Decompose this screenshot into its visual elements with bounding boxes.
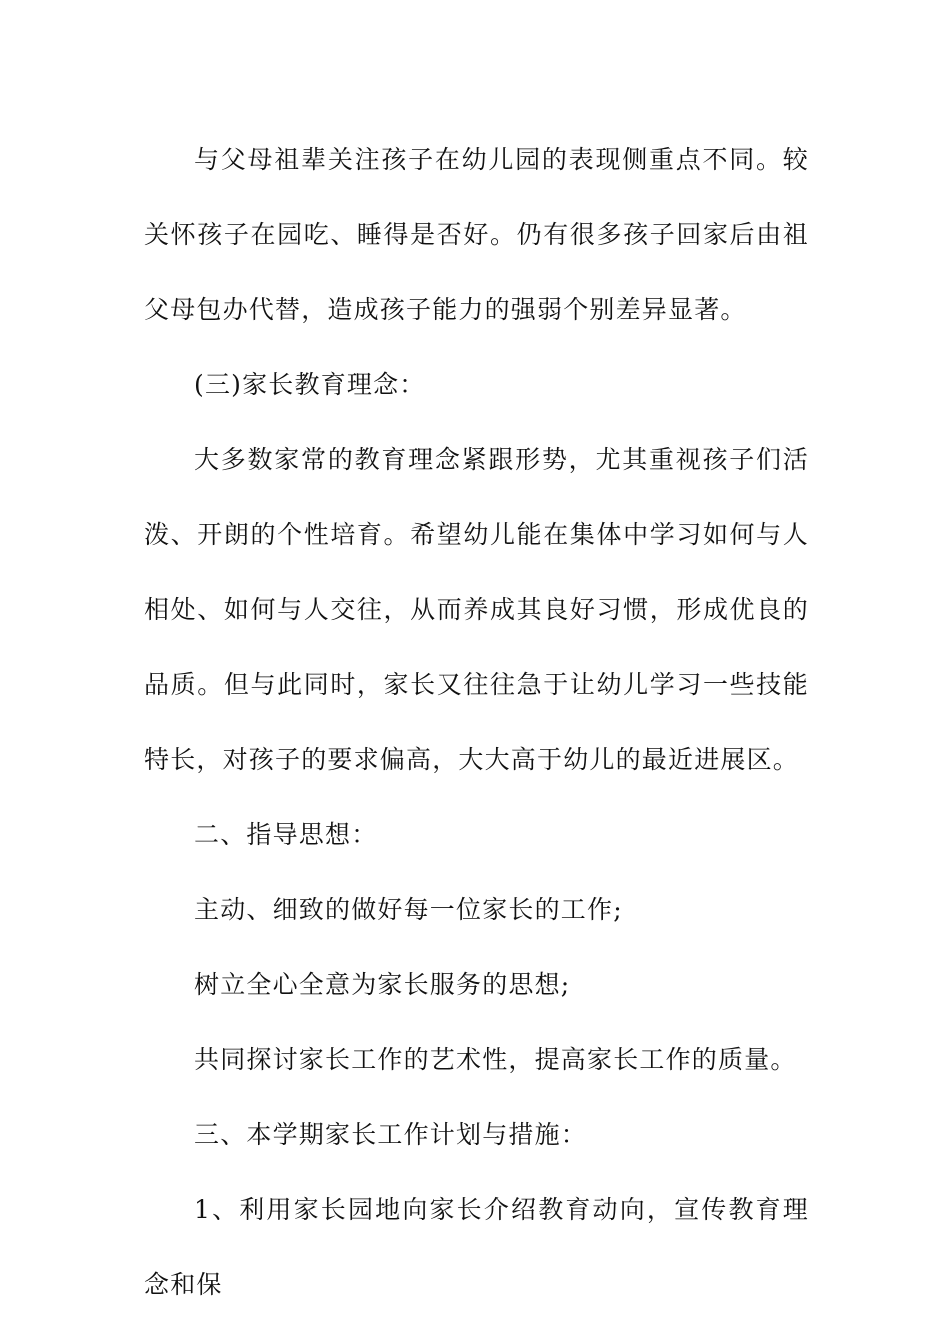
guiding-item-3: 共同探讨家长工作的艺术性，提高家长工作的质量。 bbox=[194, 1045, 797, 1074]
heading-semester-plan: 三、本学期家长工作计划与措施： bbox=[194, 1120, 588, 1149]
document-body bbox=[144, 122, 809, 1322]
heading-guiding-thought: 二、指导思想： bbox=[194, 820, 378, 849]
plan-item-1: 1、利用家长园地向家长介绍教育动向，宣传教育理念和保 bbox=[144, 1195, 809, 1299]
paragraph-parent-focus: 与父母祖辈关注孩子在幼儿园的表现侧重点不同。较关怀孩子在园吃、睡得是否好。仍有很多孩子回家后由祖父母包办代替，造成孩子能力的强弱个别差异显著。 bbox=[144, 145, 809, 324]
heading-parent-education-philosophy: (三)家长教育理念： bbox=[194, 370, 426, 399]
guiding-item-1: 主动、细致的做好每一位家长的工作; bbox=[194, 895, 623, 924]
paragraph-education-philosophy: 大多数家常的教育理念紧跟形势，尤其重视孩子们活泼、开朗的个性培育。希望幼儿能在集体中学习如何与人相处、如何与人交往，从而养成其良好习惯，形成优良的品质。但与此同时，家长又往往急于让幼儿学习一些技能特长，对孩子的要求偏高，大大高于幼儿的最近进展区。 bbox=[144, 445, 809, 774]
guiding-item-2: 树立全心全意为家长服务的思想; bbox=[194, 970, 571, 999]
